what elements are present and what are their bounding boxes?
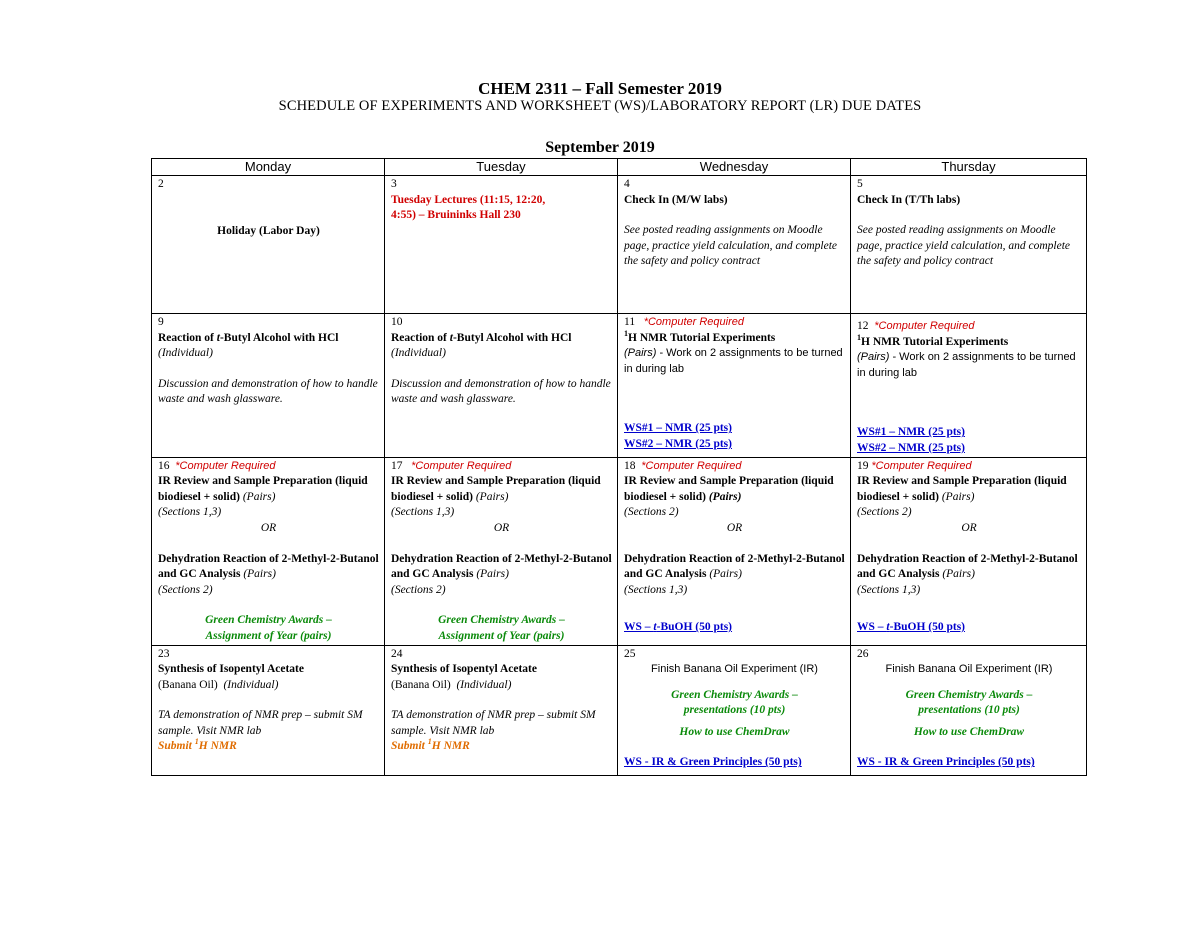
banana-oil-label: (Banana Oil) bbox=[391, 678, 451, 691]
date-number: 9 bbox=[158, 316, 164, 328]
work-mode: (Individual) bbox=[158, 347, 213, 360]
or-label: OR bbox=[260, 521, 277, 534]
ws-link-part: WS – bbox=[624, 621, 654, 634]
date-number: 12 bbox=[857, 320, 869, 332]
week-row-3 bbox=[152, 457, 1087, 645]
dehydration-title bbox=[857, 552, 1081, 583]
check-in-description: See posted reading assignments on Moodle page, practice yield calculation, and complete the safety and policy contract bbox=[857, 224, 1071, 268]
lecture-info: Tuesday Lectures (11:15, 12:20, bbox=[391, 193, 546, 206]
ir-title-text: IR Review and Sample Preparation (liquid biodiesel + solid) bbox=[857, 475, 1067, 503]
experiment-title bbox=[158, 331, 379, 347]
dehydration-title-text: Dehydration Reaction of 2-Methyl-2-Butanol and GC Analysis bbox=[391, 552, 612, 581]
day-cell-24 bbox=[385, 645, 618, 775]
day-header-row bbox=[152, 159, 1087, 176]
nmr-title-text: H NMR Tutorial Experiments bbox=[861, 335, 1009, 348]
date-number: 2 bbox=[158, 178, 164, 190]
computer-required-badge: *Computer Required bbox=[175, 459, 276, 472]
nmr-description bbox=[624, 346, 845, 377]
work-mode: (Individual) bbox=[391, 347, 446, 360]
day-header-monday: Monday bbox=[152, 159, 385, 176]
experiment-title-part: Reaction of bbox=[158, 331, 217, 344]
green-awards-line-1: Green Chemistry Awards – bbox=[438, 614, 565, 627]
day-cell-12 bbox=[851, 314, 1087, 458]
ir-title bbox=[158, 474, 379, 505]
day-cell-16 bbox=[152, 457, 385, 645]
date-header bbox=[857, 459, 1081, 475]
work-mode: (Pairs) bbox=[476, 568, 509, 581]
nmr-description-text: - Work on 2 assignments to be turned in during lab bbox=[857, 351, 1076, 379]
sections: (Sections 1,3) bbox=[857, 583, 921, 596]
ir-title bbox=[391, 474, 612, 505]
ta-demo-text: TA demonstration of NMR prep – submit SM sample. Visit NMR lab bbox=[391, 709, 596, 737]
date-number: 16 bbox=[158, 459, 170, 472]
ws-link-part: WS – bbox=[857, 621, 887, 634]
schedule-table bbox=[151, 158, 1087, 776]
nmr-superscript: 1 bbox=[857, 332, 861, 342]
work-mode: (Pairs) bbox=[708, 490, 742, 503]
ws-ir-green-link[interactable]: WS - IR & Green Principles (50 pts) bbox=[857, 756, 1035, 769]
ir-title-text: IR Review and Sample Preparation (liquid biodiesel + solid) bbox=[158, 475, 368, 503]
date-number: 26 bbox=[857, 647, 869, 660]
day-cell-19 bbox=[851, 457, 1087, 645]
computer-required-badge: *Computer Required bbox=[641, 459, 742, 472]
day-cell-5 bbox=[851, 176, 1087, 314]
work-mode: (Pairs) bbox=[941, 490, 975, 503]
ws-link-italic: t bbox=[653, 621, 657, 634]
date-number: 17 bbox=[391, 459, 403, 472]
experiment-title-italic: t bbox=[449, 331, 453, 344]
waste-description: Discussion and demonstration of how to handle waste and wash glassware. bbox=[391, 377, 611, 406]
date-header bbox=[857, 319, 1081, 335]
day-cell-25 bbox=[618, 645, 851, 775]
date-number: 25 bbox=[624, 647, 636, 660]
date-number: 3 bbox=[391, 178, 397, 190]
experiment-title-italic: t bbox=[216, 331, 220, 344]
sections: (Sections 2) bbox=[624, 506, 679, 519]
ws1-nmr-link[interactable]: WS#1 – NMR (25 pts) bbox=[857, 426, 965, 439]
ws-ir-green-link[interactable]: WS - IR & Green Principles (50 pts) bbox=[624, 756, 802, 769]
experiment-title-part: Reaction of bbox=[391, 331, 450, 344]
date-header bbox=[391, 459, 612, 475]
day-cell-10 bbox=[385, 314, 618, 458]
presentations-line-2: presentations (10 pts) bbox=[683, 704, 786, 717]
ir-title bbox=[857, 474, 1081, 505]
experiment-title-part: -Butyl Alcohol with HCl bbox=[452, 331, 572, 344]
banana-oil-label: (Banana Oil) bbox=[158, 678, 218, 691]
nmr-title bbox=[857, 332, 1081, 351]
date-number: 23 bbox=[158, 647, 170, 660]
submit-nmr-part: Submit bbox=[158, 740, 195, 753]
banana-oil-line bbox=[158, 678, 379, 694]
submit-nmr bbox=[158, 739, 379, 755]
experiment-title-part: -Butyl Alcohol with HCl bbox=[219, 331, 339, 344]
dehydration-title-text: Dehydration Reaction of 2-Methyl-2-Butanol and GC Analysis bbox=[624, 552, 845, 581]
ir-title bbox=[624, 474, 845, 505]
dehydration-title bbox=[391, 552, 612, 583]
day-cell-23 bbox=[152, 645, 385, 775]
submit-nmr-sup: 1 bbox=[194, 737, 199, 747]
day-header-wednesday: Wednesday bbox=[618, 159, 851, 176]
date-number: 5 bbox=[857, 178, 863, 190]
dehydration-title bbox=[158, 552, 379, 583]
check-in-description: See posted reading assignments on Moodle page, practice yield calculation, and complete the safety and policy contract bbox=[624, 224, 838, 268]
chemdraw-label: How to use ChemDraw bbox=[913, 725, 1025, 738]
page-title: CHEM 2311 – Fall Semester 2019 bbox=[478, 79, 722, 98]
day-cell-18 bbox=[618, 457, 851, 645]
ws1-nmr-link[interactable]: WS#1 – NMR (25 pts) bbox=[624, 422, 732, 435]
check-in-title: Check In (T/Th labs) bbox=[857, 193, 961, 206]
green-awards-line-2: Assignment of Year (pairs) bbox=[205, 629, 332, 642]
green-awards-line-2: Assignment of Year (pairs) bbox=[438, 629, 565, 642]
sections: (Sections 2) bbox=[158, 583, 213, 596]
work-mode: (Pairs) bbox=[243, 568, 276, 581]
submit-nmr bbox=[391, 739, 612, 755]
presentations-line-1: Green Chemistry Awards – bbox=[905, 688, 1033, 701]
submit-nmr-sup: 1 bbox=[427, 737, 432, 747]
ws-tbuoh-link bbox=[624, 620, 845, 636]
day-header-thursday: Thursday bbox=[851, 159, 1087, 176]
green-awards-line-1: Green Chemistry Awards – bbox=[205, 614, 332, 627]
computer-required-badge: *Computer Required bbox=[411, 459, 512, 472]
dehydration-title-text: Dehydration Reaction of 2-Methyl-2-Butanol and GC Analysis bbox=[857, 552, 1078, 581]
day-cell-2 bbox=[152, 176, 385, 314]
experiment-title bbox=[391, 331, 612, 347]
month-heading: September 2019 bbox=[545, 139, 655, 156]
submit-nmr-part: Submit bbox=[391, 740, 428, 753]
week-row-2 bbox=[152, 314, 1087, 458]
date-number: 4 bbox=[624, 178, 630, 190]
submit-nmr-part: H NMR bbox=[431, 740, 470, 753]
sections: (Sections 1,3) bbox=[624, 583, 688, 596]
ws2-nmr-link[interactable]: WS#2 – NMR (25 pts) bbox=[857, 441, 965, 454]
nmr-description-text: - Work on 2 assignments to be turned in during lab bbox=[624, 347, 843, 375]
date-number: 19 bbox=[857, 459, 869, 472]
waste-description: Discussion and demonstration of how to handle waste and wash glassware. bbox=[158, 377, 378, 406]
chemdraw-label: How to use ChemDraw bbox=[679, 725, 790, 738]
ws-link-part: -BuOH (50 pts) bbox=[889, 621, 966, 634]
computer-required-badge: *Computer Required bbox=[871, 459, 972, 472]
dehydration-title bbox=[624, 552, 845, 583]
sections: (Sections 1,3) bbox=[158, 506, 222, 519]
holiday-label: Holiday (Labor Day) bbox=[217, 224, 320, 237]
work-mode: (Pairs) bbox=[242, 490, 276, 503]
day-cell-4 bbox=[618, 176, 851, 314]
finish-banana-label: Finish Banana Oil Experiment (IR) bbox=[651, 663, 818, 676]
nmr-title bbox=[624, 328, 845, 347]
or-label: OR bbox=[961, 521, 977, 534]
banana-oil-line bbox=[391, 678, 612, 694]
page-subtitle: SCHEDULE OF EXPERIMENTS AND WORKSHEET (WS)/LABORATORY REPORT (LR) DUE DATES bbox=[278, 98, 922, 114]
day-header-tuesday: Tuesday bbox=[385, 159, 618, 176]
work-mode: (Individual) bbox=[223, 678, 279, 691]
week-row-4 bbox=[152, 645, 1087, 775]
ws2-nmr-link[interactable]: WS#2 – NMR (25 pts) bbox=[624, 437, 732, 450]
ws-tbuoh-link bbox=[857, 620, 1081, 636]
isopentyl-title: Synthesis of Isopentyl Acetate bbox=[158, 663, 304, 676]
week-row-1 bbox=[152, 176, 1087, 314]
sections: (Sections 2) bbox=[857, 506, 912, 519]
date-header bbox=[624, 315, 845, 331]
computer-required-badge: *Computer Required bbox=[874, 320, 975, 332]
work-mode: (Pairs) bbox=[942, 568, 975, 581]
isopentyl-title: Synthesis of Isopentyl Acetate bbox=[391, 663, 537, 676]
nmr-description bbox=[857, 350, 1081, 381]
ir-title-text: IR Review and Sample Preparation (liquid biodiesel + solid) bbox=[624, 475, 834, 503]
presentations-line-2: presentations (10 pts) bbox=[918, 704, 1020, 717]
ta-demo-text: TA demonstration of NMR prep – submit SM sample. Visit NMR lab bbox=[158, 709, 363, 737]
day-cell-26 bbox=[851, 645, 1087, 775]
date-number: 18 bbox=[624, 459, 636, 472]
sections: (Sections 1,3) bbox=[391, 506, 455, 519]
ws-link-part: -BuOH (50 pts) bbox=[656, 621, 733, 634]
day-cell-17 bbox=[385, 457, 618, 645]
check-in-title: Check In (M/W labs) bbox=[624, 193, 728, 206]
date-header bbox=[158, 459, 379, 475]
date-number: 11 bbox=[624, 316, 636, 328]
or-label: OR bbox=[493, 521, 510, 534]
computer-required-badge: *Computer Required bbox=[643, 316, 744, 328]
date-number: 24 bbox=[391, 647, 403, 660]
ir-title-text: IR Review and Sample Preparation (liquid biodiesel + solid) bbox=[391, 475, 601, 503]
dehydration-title-text: Dehydration Reaction of 2-Methyl-2-Butanol and GC Analysis bbox=[158, 552, 379, 581]
work-mode: (Pairs) bbox=[475, 490, 509, 503]
work-mode: (Pairs) bbox=[857, 351, 890, 364]
day-cell-9 bbox=[152, 314, 385, 458]
submit-nmr-part: H NMR bbox=[198, 740, 237, 753]
nmr-superscript: 1 bbox=[624, 328, 628, 338]
day-cell-11 bbox=[618, 314, 851, 458]
day-cell-3 bbox=[385, 176, 618, 314]
work-mode: (Pairs) bbox=[709, 568, 742, 581]
sections: (Sections 2) bbox=[391, 583, 446, 596]
nmr-title-text: H NMR Tutorial Experiments bbox=[628, 331, 776, 344]
finish-banana-label: Finish Banana Oil Experiment (IR) bbox=[885, 663, 1053, 676]
work-mode: (Individual) bbox=[456, 678, 512, 691]
work-mode: (Pairs) bbox=[624, 347, 657, 360]
or-label: OR bbox=[726, 521, 743, 534]
presentations-line-1: Green Chemistry Awards – bbox=[671, 688, 798, 701]
date-number: 10 bbox=[391, 316, 403, 328]
ws-link-italic: t bbox=[886, 621, 890, 634]
date-header bbox=[624, 459, 845, 475]
lecture-location: 4:55) – Bruininks Hall 230 bbox=[391, 209, 521, 222]
